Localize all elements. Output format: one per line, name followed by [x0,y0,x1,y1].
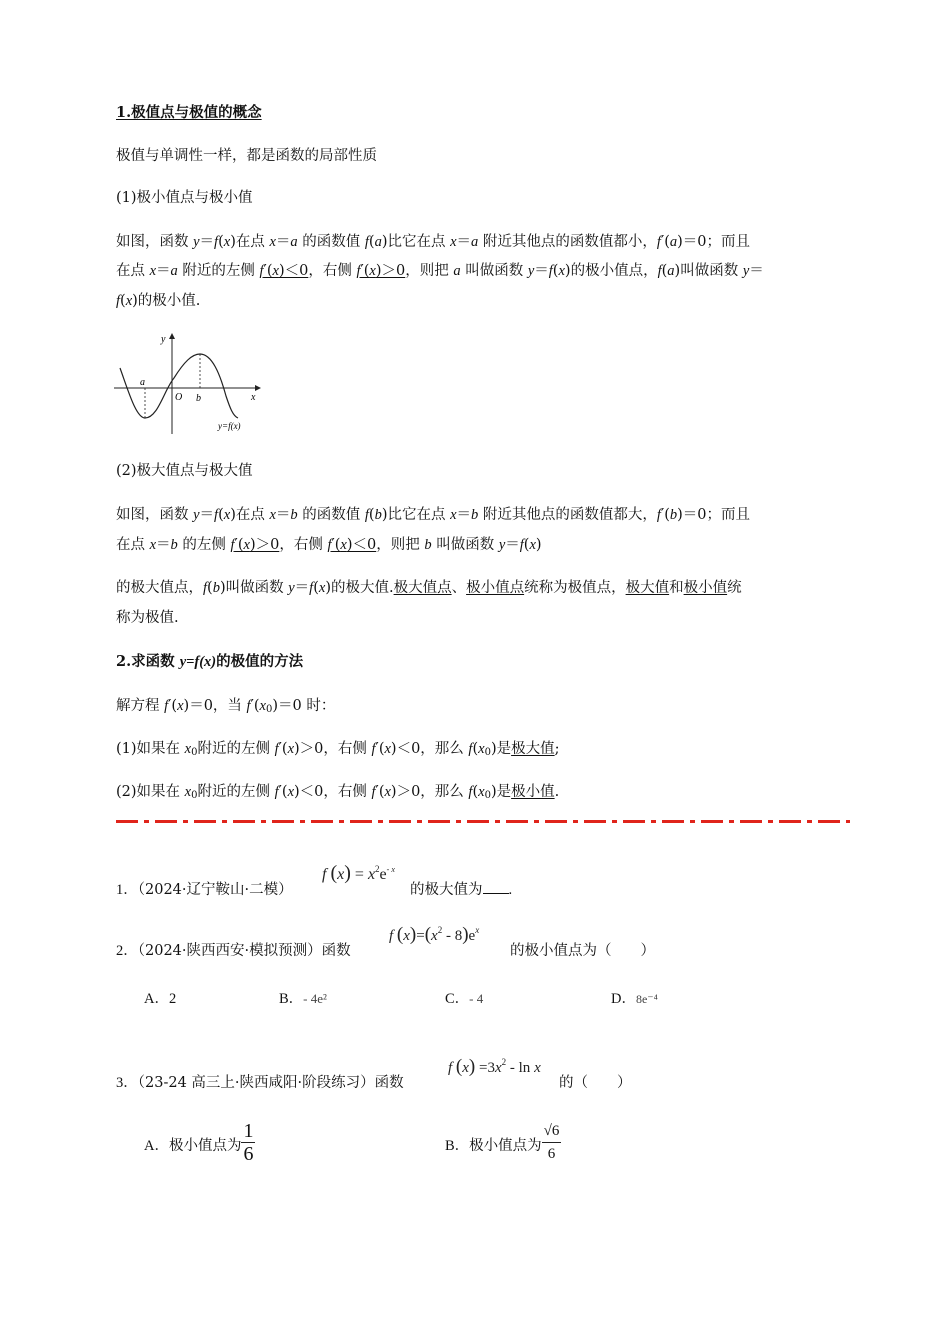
q2-formula: f $(x)=(x^2 - 8)e^x$ [389,924,480,945]
q3-tail [559,1073,632,1093]
q3-option-b[interactable]: B．极小值点为 $\frac{√6}{6}$ [445,1120,561,1165]
function-curve [120,354,238,418]
q1-suffix: 的极大值为 [410,882,483,898]
para-max-line2: 在点 x＝b 的左侧 f′(x)＞0，右侧 f′(x)＜0，则把 b 叫做函数 y＝f(x) [116,537,542,553]
q1-number: 1． [116,882,138,898]
a-label: a [140,377,145,388]
section-divider [116,820,850,823]
origin-label: O [175,392,183,403]
q2-suffix: 的极小值点为（ ） [510,943,655,959]
curve-label: y=f(x) [218,421,241,431]
q3-source: （23-24 高三上·陕西咸阳·阶段练习）函数 [137,1075,404,1091]
q2-source: （2024·陕西西安·模拟预测）函数 [137,943,351,959]
x-label: x [251,392,256,403]
question-1 [116,880,293,900]
method-line3: (2)如果在 $x_0$附近的左侧 f′(x)＜0，右侧 f′(x)＞0，那么 $f(x_0)$是极小值. [116,784,560,801]
method-line1: 解方程 f′(x)＝0，当 $f'(x_0)=0$ 时： [116,698,336,715]
q2-option-c[interactable]: C．- 4 [445,991,484,1007]
question-2 [116,941,351,961]
question-3 [116,1073,404,1093]
para-min-line3: f(x)的极小值. [116,293,201,309]
q2-tail [510,941,655,961]
q2-option-d[interactable]: D．8e⁻⁴ [611,991,658,1007]
section1-title: 1.极值点与极值的概念 [116,104,262,121]
b-label: b [196,393,201,404]
sub2-title: (2)极大值点与极大值 [116,463,253,479]
para-max-line1: 如图，函数 y＝f(x)在点 x＝b 的函数值 f(b)比它在点 x＝b 附近其他点的函数值都大，f′(b)＝0；而且 [116,507,751,523]
q2-number: 2． [116,943,138,959]
section2-title: 2.求函数 y=f(x)的极值的方法 [116,653,304,670]
q3-suffix: 的（ ） [559,1075,632,1091]
para-max-line4: 称为极值. [116,610,179,626]
y-label: y [161,334,166,345]
q3-number: 3． [116,1075,138,1091]
para-max-line3: 的极大值点，f(b)叫做函数 y＝f(x)的极大值.极大值点、极小值点统称为极值点，极大值和极小值统 [116,580,742,596]
section1-intro: 极值与单调性一样，都是函数的局部性质 [116,148,377,164]
sub1-title: (1)极小值点与极小值 [116,190,253,206]
q1-source: （2024·辽宁鞍山·二模） [137,882,293,898]
q2-option-b[interactable]: B．- 4e² [279,991,327,1007]
q2-option-a[interactable]: A．2 [144,991,177,1007]
para-min-line1: 如图，函数 y＝f(x)在点 x＝a 的函数值 f(a)比它在点 x＝a 附近其他点的函数值都小，f′(a)＝0；而且 [116,234,751,250]
function-graph [112,330,264,440]
q1-tail: 的极大值为 . [410,882,513,898]
method-line2: (1)如果在 $x_0$附近的左侧 f′(x)＞0，右侧 f′(x)＜0，那么 $f(x_0)$是极大值; [116,741,560,758]
q3-formula: f $(x) =3x^2 - \ln x$ [448,1056,541,1077]
para-min-line2: 在点 x＝a 附近的左侧 f′(x)＜0，右侧 f′(x)＞0，则把 a 叫做函数 y＝f(x)的极小值点，f(a)叫做函数 y＝ [116,263,764,279]
q3-option-a[interactable]: A．极小值点为 $\frac{1}{6}$ [144,1120,254,1165]
q1-answer-blank[interactable] [483,881,509,894]
q1-formula: f $(x) = x^2e^{- x}$ [322,862,395,884]
